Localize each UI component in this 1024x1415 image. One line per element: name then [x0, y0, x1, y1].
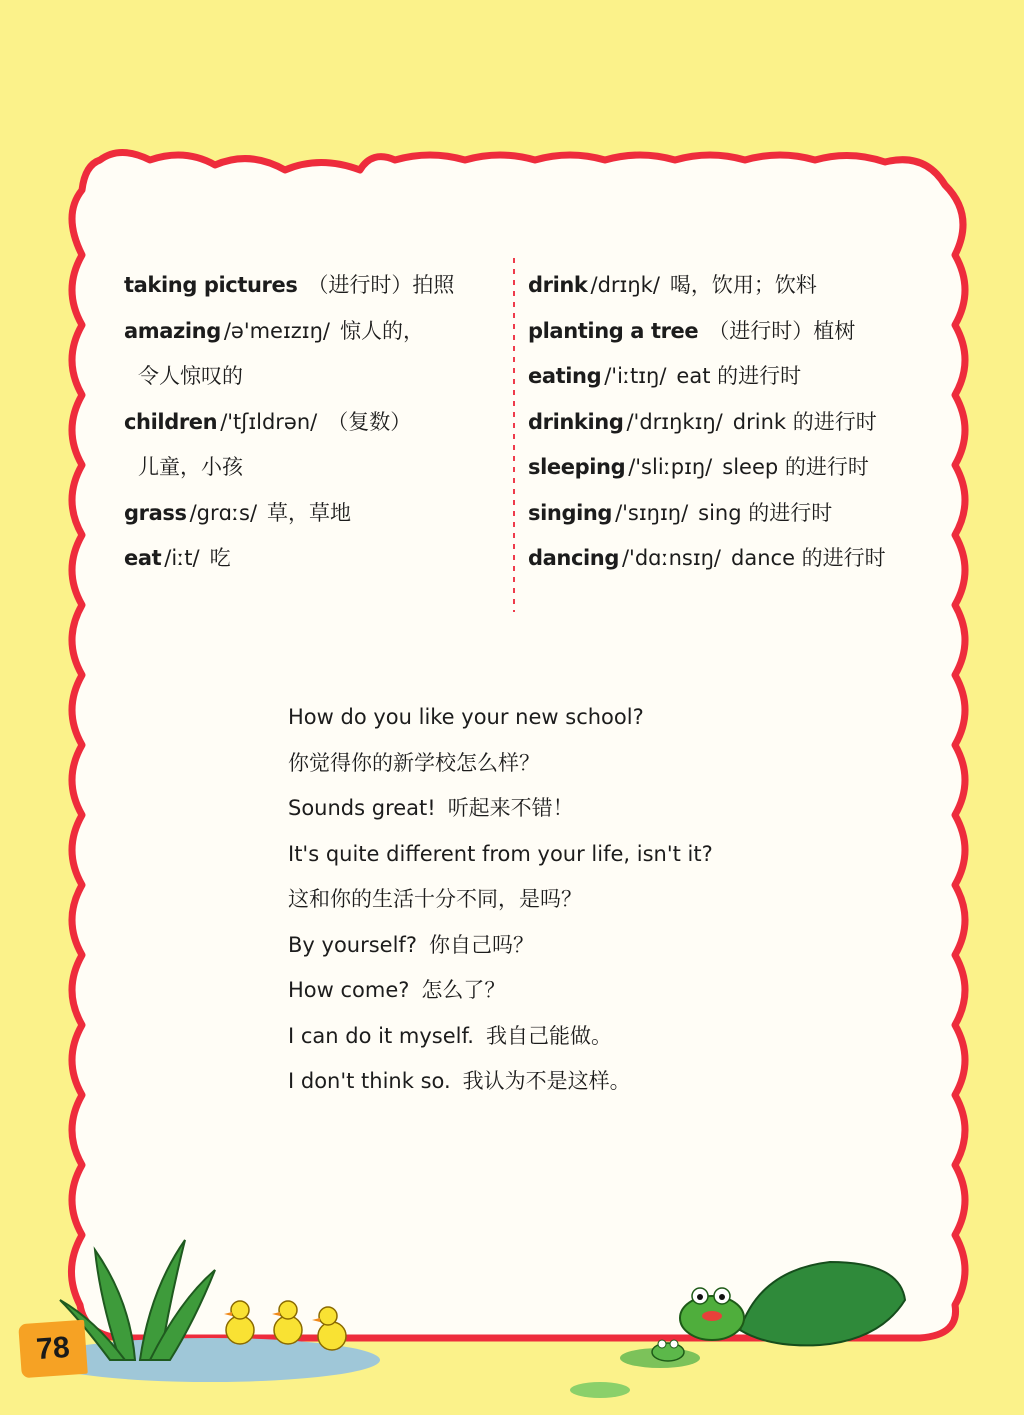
vocab-entry	[124, 312, 504, 358]
vocab-word: amazing	[124, 318, 221, 343]
vocab-entry	[528, 357, 948, 403]
vocab-list-left	[124, 266, 504, 585]
vocab-entry	[124, 539, 504, 585]
vocab-phonetic: /ə'meɪzɪŋ/	[223, 318, 330, 343]
vocab-meaning: （进行时）植树	[708, 318, 856, 343]
vocab-phonetic: /'drɪŋkɪŋ/	[626, 409, 723, 434]
vocab-word: sleeping	[528, 455, 626, 479]
phrase-chinese: 我自己能做。	[486, 1023, 612, 1048]
vocab-word: eat	[124, 546, 162, 570]
vocab-entry	[528, 539, 948, 585]
vocab-word: eating	[528, 364, 602, 388]
phrase-line	[288, 789, 848, 835]
vocab-phonetic: /'dɑːnsɪŋ/	[621, 546, 722, 570]
vocab-word: children	[124, 409, 218, 434]
vocab-entry	[124, 494, 504, 540]
vocab-phonetic: /drɪŋk/	[590, 273, 660, 297]
vocab-word: drink	[528, 273, 588, 297]
vocab-meaning: （复数）	[327, 409, 412, 434]
phrase-line	[288, 926, 848, 972]
phrase-english: It's quite different from your life, isn't it?	[288, 841, 713, 866]
vocab-phonetic: /'iːtɪŋ/	[604, 364, 667, 388]
vocab-meaning: dance 的进行时	[731, 546, 886, 570]
vocab-phonetic: /'tʃɪldrən/	[220, 409, 318, 434]
vocab-word: taking pictures	[124, 273, 298, 297]
phrase-chinese: 你觉得你的新学校怎么样？	[288, 750, 540, 775]
vocab-meaning: sleep 的进行时	[722, 455, 869, 479]
vocab-word: drinking	[528, 409, 624, 434]
page-number: 78	[18, 1320, 88, 1378]
vocab-meaning: 喝，饮用；饮料	[669, 273, 817, 297]
vocab-meaning: 吃	[209, 546, 231, 570]
vocab-entry	[124, 266, 504, 312]
phrase-english: By yourself?	[288, 932, 417, 957]
vocab-meaning-continued: 令人惊叹的	[138, 364, 243, 388]
vocab-list-right	[528, 266, 948, 585]
phrase-line	[288, 1017, 848, 1063]
vocab-phonetic: /'sliːpɪŋ/	[628, 455, 713, 479]
phrase-english: How do you like your new school?	[288, 705, 644, 729]
lily-pad-small	[570, 1382, 630, 1398]
vocab-entry	[124, 403, 504, 449]
vocab-entry	[528, 494, 948, 540]
phrase-english: I can do it myself.	[288, 1023, 474, 1048]
vocab-meaning: eat 的进行时	[676, 364, 802, 388]
vocab-word: grass	[124, 500, 187, 525]
vocab-phonetic: /iːt/	[164, 546, 200, 570]
phrase-line	[288, 971, 848, 1017]
vocab-meaning: 惊人的，	[340, 318, 424, 343]
vocab-word: planting a tree	[528, 318, 699, 343]
phrase-english: I don't think so.	[288, 1069, 451, 1093]
phrase-list	[288, 698, 848, 1108]
phrase-chinese: 听起来不错！	[447, 796, 574, 820]
phrase-line	[288, 1062, 848, 1108]
vocab-entry	[528, 266, 948, 312]
phrase-line	[288, 835, 848, 881]
phrase-line	[288, 698, 848, 744]
vocab-entry	[528, 312, 948, 358]
vocab-word: dancing	[528, 546, 619, 570]
vocab-entry	[528, 403, 948, 449]
vocab-meaning: drink 的进行时	[732, 409, 877, 434]
small-frog	[652, 1340, 684, 1361]
vocab-meaning-continued: 儿童，小孩	[138, 455, 243, 479]
phrase-english: How come?	[288, 978, 410, 1002]
phrase-chinese: 你自己吗？	[428, 932, 534, 957]
phrase-chinese: 这和你的生活十分不同，是吗？	[288, 887, 582, 911]
vocab-meaning: sing 的进行时	[698, 500, 833, 525]
vocab-meaning: 草，草地	[267, 500, 352, 525]
vocab-meaning: （进行时）拍照	[307, 273, 455, 297]
vocab-phonetic: /'sɪŋɪŋ/	[615, 500, 689, 525]
vocab-entry	[528, 448, 948, 494]
vocab-phonetic: /grɑːs/	[189, 500, 258, 525]
vocab-word: singing	[528, 500, 613, 525]
phrase-chinese: 我认为不是这样。	[462, 1069, 631, 1093]
ducklings	[224, 1301, 346, 1350]
phrase-line	[288, 744, 848, 790]
phrase-english: Sounds great!	[288, 796, 436, 820]
phrase-line	[288, 880, 848, 926]
phrase-chinese: 怎么了？	[421, 978, 506, 1002]
